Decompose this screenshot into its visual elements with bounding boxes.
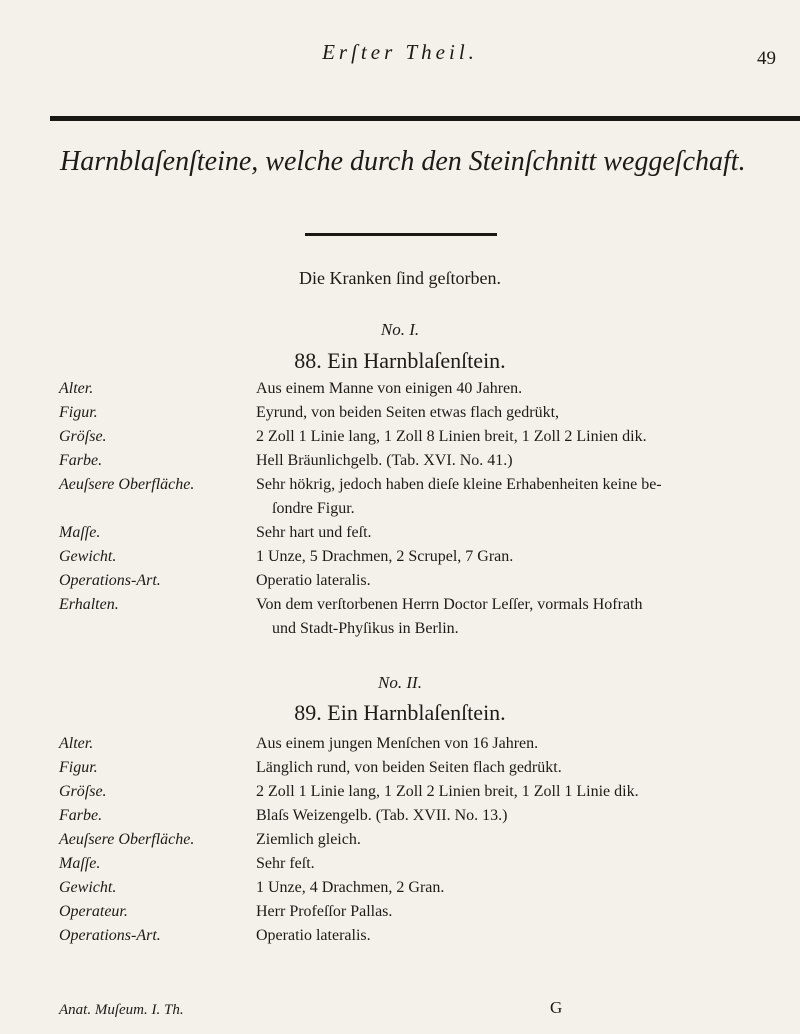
entry-row bbox=[0, 596, 800, 622]
row-value: Sehr hökrig, jedoch haben dieſe kleine Erhabenheiten keine be- bbox=[256, 476, 662, 493]
entry-row bbox=[0, 572, 800, 598]
row-continuation: und Stadt-Phyſikus in Berlin. bbox=[272, 620, 459, 637]
row-value: Operatio lateralis. bbox=[256, 572, 371, 589]
row-value: 2 Zoll 1 Linie lang, 1 Zoll 8 Linien breit, 1 Zoll 2 Linien dik. bbox=[256, 428, 647, 445]
row-value: Länglich rund, von beiden Seiten flach gedrükt. bbox=[256, 759, 562, 776]
row-label: Aeuſsere Oberfläche. bbox=[59, 476, 195, 493]
entry-heading: 88. Ein Harnblaſenſtein. bbox=[294, 348, 506, 373]
row-value: Von dem verſtorbenen Herrn Doctor Leſſer, vormals Hofrath bbox=[256, 596, 643, 613]
entry-row bbox=[0, 548, 800, 574]
row-label: Maſſe. bbox=[59, 855, 101, 872]
entry-number: No. II. bbox=[378, 673, 422, 692]
subtitle: Die Kranken ſind geſtorben. bbox=[299, 268, 501, 288]
row-value: Sehr feſt. bbox=[256, 855, 315, 872]
entry-row bbox=[0, 807, 800, 833]
entry-row bbox=[0, 452, 800, 478]
running-head: Erſter Theil. bbox=[322, 40, 478, 64]
row-label: Maſſe. bbox=[59, 524, 101, 541]
row-label: Figur. bbox=[59, 759, 98, 776]
entry-row bbox=[0, 783, 800, 809]
row-label: Operations-Art. bbox=[59, 927, 161, 944]
row-label: Gewicht. bbox=[59, 879, 117, 896]
row-label: Alter. bbox=[59, 735, 94, 752]
row-label: Operateur. bbox=[59, 903, 128, 920]
entry-row bbox=[0, 879, 800, 905]
entry-row bbox=[0, 380, 800, 406]
row-label: Gröſse. bbox=[59, 428, 107, 445]
row-value: 1 Unze, 4 Drachmen, 2 Gran. bbox=[256, 879, 445, 896]
row-label: Gewicht. bbox=[59, 548, 117, 565]
row-value: 2 Zoll 1 Linie lang, 1 Zoll 2 Linien breit, 1 Zoll 1 Linie dik. bbox=[256, 783, 639, 800]
row-value: Ziemlich gleich. bbox=[256, 831, 361, 848]
entry-row bbox=[0, 903, 800, 929]
row-value: Sehr hart und feſt. bbox=[256, 524, 372, 541]
entry-row-continuation bbox=[0, 620, 800, 646]
entry-row bbox=[0, 927, 800, 953]
entry-row bbox=[0, 476, 800, 502]
signature-mark: G bbox=[550, 998, 563, 1017]
row-value: Hell Bräunlichgelb. (Tab. XVI. No. 41.) bbox=[256, 452, 513, 469]
entry-row bbox=[0, 831, 800, 857]
entry-number: No. I. bbox=[380, 320, 420, 339]
row-continuation: ſondre Figur. bbox=[272, 500, 355, 517]
row-label: Gröſse. bbox=[59, 783, 107, 800]
row-label: Farbe. bbox=[59, 807, 103, 824]
entry-row bbox=[0, 404, 800, 430]
entry-row bbox=[0, 524, 800, 550]
row-value: Operatio lateralis. bbox=[256, 927, 371, 944]
entry-row-continuation bbox=[0, 500, 800, 526]
header-rule bbox=[50, 116, 800, 121]
entry-row bbox=[0, 735, 800, 761]
title-rule bbox=[305, 233, 497, 236]
row-label: Alter. bbox=[59, 380, 94, 397]
row-value: Aus einem Manne von einigen 40 Jahren. bbox=[256, 380, 523, 397]
entry-row bbox=[0, 428, 800, 454]
row-value: Eyrund, von beiden Seiten etwas flach gedrükt, bbox=[256, 404, 560, 421]
row-value: Blaſs Weizengelb. (Tab. XVII. No. 13.) bbox=[256, 807, 508, 824]
entry-heading: 89. Ein Harnblaſenſtein. bbox=[294, 700, 506, 725]
row-value: 1 Unze, 5 Drachmen, 2 Scrupel, 7 Gran. bbox=[256, 548, 514, 565]
row-value: Herr Profeſſor Pallas. bbox=[256, 903, 393, 920]
row-label: Figur. bbox=[59, 404, 98, 421]
footer-reference: Anat. Muſeum. I. Th. bbox=[59, 1002, 184, 1018]
page-title: Harnblaſenſteine, welche durch den Steinſchnitt weggeſchaft. bbox=[60, 146, 746, 177]
page-number: 49 bbox=[757, 48, 776, 69]
row-value: Aus einem jungen Menſchen von 16 Jahren. bbox=[256, 735, 539, 752]
entry-row bbox=[0, 759, 800, 785]
row-label: Farbe. bbox=[59, 452, 103, 469]
entry-row bbox=[0, 855, 800, 881]
row-label: Operations-Art. bbox=[59, 572, 161, 589]
row-label: Aeuſsere Oberfläche. bbox=[59, 831, 195, 848]
row-label: Erhalten. bbox=[59, 596, 119, 613]
